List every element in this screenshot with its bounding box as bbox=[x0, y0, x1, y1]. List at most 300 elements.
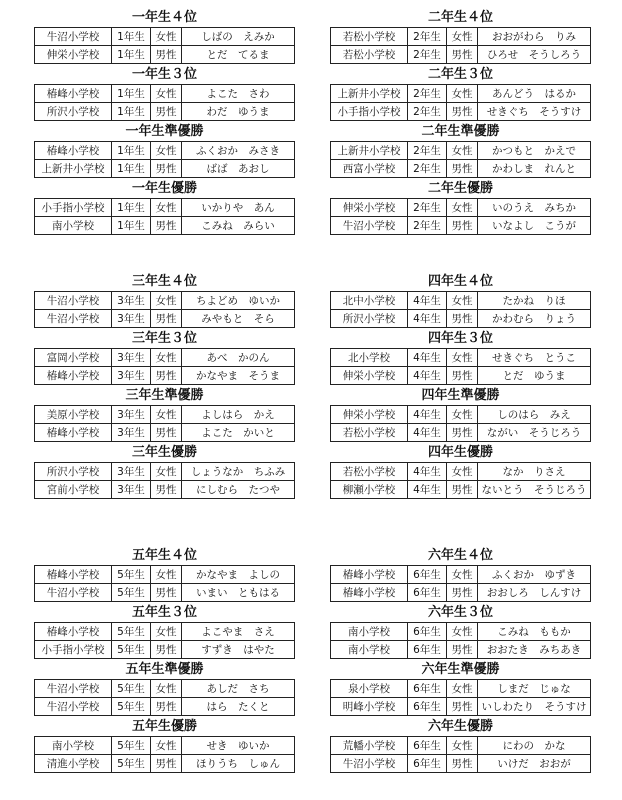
result-block bbox=[330, 717, 591, 773]
table-row bbox=[331, 310, 591, 328]
table-row bbox=[35, 85, 295, 103]
result-table bbox=[34, 462, 295, 499]
gender-cell: 男性 bbox=[447, 584, 478, 602]
block-title: 三年生優勝 bbox=[131, 445, 197, 460]
result-block bbox=[34, 8, 295, 64]
result-table bbox=[34, 565, 295, 602]
gender-cell: 女性 bbox=[151, 463, 182, 481]
school-cell: 牛沼小学校 bbox=[35, 28, 112, 46]
grade-cell: 4年生 bbox=[408, 292, 447, 310]
school-cell: 小手指小学校 bbox=[35, 199, 112, 217]
table-row bbox=[331, 406, 591, 424]
gender-cell: 男性 bbox=[447, 367, 478, 385]
grade-cell: 6年生 bbox=[408, 641, 447, 659]
gender-cell: 男性 bbox=[447, 46, 478, 64]
table-row bbox=[331, 481, 591, 499]
block-title: 二年生優勝 bbox=[427, 181, 493, 196]
grade-cell: 6年生 bbox=[408, 584, 447, 602]
block-title: 五年生優勝 bbox=[131, 719, 197, 734]
school-cell: 牛沼小学校 bbox=[35, 680, 112, 698]
result-table bbox=[330, 27, 591, 64]
school-cell: 西富小学校 bbox=[331, 160, 408, 178]
result-table bbox=[34, 84, 295, 121]
result-table bbox=[34, 291, 295, 328]
grade-cell: 6年生 bbox=[408, 737, 447, 755]
gender-cell: 男性 bbox=[151, 481, 182, 499]
table-row bbox=[331, 349, 591, 367]
grade-cell: 5年生 bbox=[112, 737, 151, 755]
gender-cell: 男性 bbox=[447, 160, 478, 178]
grade-cell: 4年生 bbox=[408, 463, 447, 481]
result-table bbox=[330, 291, 591, 328]
grade-cell: 1年生 bbox=[112, 142, 151, 160]
table-row bbox=[35, 463, 295, 481]
block-title: 四年生準優勝 bbox=[421, 388, 500, 403]
name-cell: しのはら みえ bbox=[478, 406, 591, 424]
result-block bbox=[34, 122, 295, 178]
name-cell: しょうなか ちふみ bbox=[182, 463, 295, 481]
gender-cell: 女性 bbox=[447, 737, 478, 755]
gender-cell: 女性 bbox=[151, 737, 182, 755]
school-cell: 若松小学校 bbox=[331, 424, 408, 442]
school-cell: 所沢小学校 bbox=[35, 463, 112, 481]
grade-cell: 2年生 bbox=[408, 160, 447, 178]
grade-cell: 2年生 bbox=[408, 28, 447, 46]
name-cell: ふくおか みさき bbox=[182, 142, 295, 160]
school-cell: 所沢小学校 bbox=[35, 103, 112, 121]
name-cell: せきぐち とうこ bbox=[478, 349, 591, 367]
grade-cell: 4年生 bbox=[408, 367, 447, 385]
gender-cell: 男性 bbox=[447, 103, 478, 121]
school-cell: 上新井小学校 bbox=[35, 160, 112, 178]
block-title: 四年生優勝 bbox=[427, 445, 493, 460]
gender-cell: 男性 bbox=[151, 641, 182, 659]
table-row bbox=[35, 424, 295, 442]
school-cell: 椿峰小学校 bbox=[35, 623, 112, 641]
name-cell: にわの かな bbox=[478, 737, 591, 755]
school-cell: 牛沼小学校 bbox=[35, 310, 112, 328]
name-cell: みやもと そら bbox=[182, 310, 295, 328]
table-row bbox=[331, 46, 591, 64]
gender-cell: 男性 bbox=[447, 481, 478, 499]
name-cell: とだ てるま bbox=[182, 46, 295, 64]
gender-cell: 女性 bbox=[151, 680, 182, 698]
name-cell: おおしろ しんすけ bbox=[478, 584, 591, 602]
grade-cell: 2年生 bbox=[408, 217, 447, 235]
gender-cell: 女性 bbox=[151, 142, 182, 160]
name-cell: ひろせ そうしろう bbox=[478, 46, 591, 64]
result-table bbox=[34, 622, 295, 659]
name-cell: たかね りほ bbox=[478, 292, 591, 310]
school-cell: 伸栄小学校 bbox=[35, 46, 112, 64]
name-cell: わだ ゆうま bbox=[182, 103, 295, 121]
school-cell: 牛沼小学校 bbox=[35, 584, 112, 602]
grade-cell: 1年生 bbox=[112, 85, 151, 103]
block-title: 六年生４位 bbox=[427, 548, 493, 563]
table-row bbox=[331, 463, 591, 481]
school-cell: 牛沼小学校 bbox=[35, 698, 112, 716]
school-cell: 南小学校 bbox=[331, 641, 408, 659]
name-cell: かわしま れんと bbox=[478, 160, 591, 178]
gender-cell: 女性 bbox=[151, 292, 182, 310]
table-row bbox=[35, 406, 295, 424]
table-row bbox=[331, 680, 591, 698]
school-cell: 上新井小学校 bbox=[331, 142, 408, 160]
school-cell: 椿峰小学校 bbox=[331, 566, 408, 584]
grade-cell: 1年生 bbox=[112, 217, 151, 235]
grade-cell: 5年生 bbox=[112, 680, 151, 698]
school-cell: 美原小学校 bbox=[35, 406, 112, 424]
gender-cell: 女性 bbox=[447, 199, 478, 217]
table-row bbox=[331, 28, 591, 46]
gender-cell: 男性 bbox=[447, 310, 478, 328]
table-row bbox=[35, 755, 295, 773]
grade-cell: 1年生 bbox=[112, 199, 151, 217]
gender-cell: 女性 bbox=[151, 623, 182, 641]
school-cell: 南小学校 bbox=[35, 737, 112, 755]
table-row bbox=[331, 641, 591, 659]
grade-cell: 4年生 bbox=[408, 310, 447, 328]
block-title: 五年生３位 bbox=[131, 605, 197, 620]
name-cell: しばの えみか bbox=[182, 28, 295, 46]
table-row bbox=[35, 28, 295, 46]
block-title: 四年生３位 bbox=[427, 331, 493, 346]
grade-cell: 4年生 bbox=[408, 424, 447, 442]
block-title: 一年生準優勝 bbox=[125, 124, 204, 139]
gender-cell: 男性 bbox=[151, 46, 182, 64]
result-block bbox=[330, 179, 591, 235]
grade-cell: 3年生 bbox=[112, 367, 151, 385]
result-block bbox=[34, 660, 295, 716]
grade-cell: 2年生 bbox=[408, 142, 447, 160]
gender-cell: 男性 bbox=[151, 755, 182, 773]
table-row bbox=[35, 292, 295, 310]
name-cell: ふくおか ゆずき bbox=[478, 566, 591, 584]
school-cell: 牛沼小学校 bbox=[331, 217, 408, 235]
grade-cell: 4年生 bbox=[408, 481, 447, 499]
table-row bbox=[35, 680, 295, 698]
result-table bbox=[34, 736, 295, 773]
grade-cell: 5年生 bbox=[112, 584, 151, 602]
name-cell: すずき はやた bbox=[182, 641, 295, 659]
table-row bbox=[35, 160, 295, 178]
name-cell: ないとう そうじろう bbox=[478, 481, 591, 499]
gender-cell: 女性 bbox=[447, 28, 478, 46]
gender-cell: 男性 bbox=[151, 103, 182, 121]
table-row bbox=[35, 698, 295, 716]
gender-cell: 女性 bbox=[447, 566, 478, 584]
grade-cell: 6年生 bbox=[408, 755, 447, 773]
result-block bbox=[330, 603, 591, 659]
table-row bbox=[331, 698, 591, 716]
school-cell: 泉小学校 bbox=[331, 680, 408, 698]
table-row bbox=[331, 367, 591, 385]
school-cell: 南小学校 bbox=[331, 623, 408, 641]
grade-cell: 3年生 bbox=[112, 310, 151, 328]
name-cell: あんどう はるか bbox=[478, 85, 591, 103]
result-table bbox=[330, 462, 591, 499]
gender-cell: 男性 bbox=[447, 698, 478, 716]
result-block bbox=[330, 329, 591, 385]
grade-cell: 2年生 bbox=[408, 46, 447, 64]
table-row bbox=[35, 367, 295, 385]
grade-cell: 5年生 bbox=[112, 566, 151, 584]
table-row bbox=[35, 481, 295, 499]
result-table bbox=[330, 679, 591, 716]
school-cell: 椿峰小学校 bbox=[35, 85, 112, 103]
table-row bbox=[331, 755, 591, 773]
school-cell: 小手指小学校 bbox=[331, 103, 408, 121]
result-block bbox=[34, 443, 295, 499]
grade-cell: 2年生 bbox=[408, 103, 447, 121]
table-row bbox=[331, 292, 591, 310]
gender-cell: 女性 bbox=[447, 463, 478, 481]
name-cell: しまだ じゅな bbox=[478, 680, 591, 698]
gender-cell: 女性 bbox=[151, 199, 182, 217]
block-title: 二年生３位 bbox=[427, 67, 493, 82]
gender-cell: 男性 bbox=[151, 217, 182, 235]
school-cell: 椿峰小学校 bbox=[35, 142, 112, 160]
name-cell: かなやま そうま bbox=[182, 367, 295, 385]
block-title: 五年生４位 bbox=[131, 548, 197, 563]
gender-cell: 女性 bbox=[447, 680, 478, 698]
result-block bbox=[34, 386, 295, 442]
block-title: 二年生４位 bbox=[427, 10, 493, 25]
table-row bbox=[35, 641, 295, 659]
gender-cell: 男性 bbox=[447, 217, 478, 235]
grade-cell: 3年生 bbox=[112, 292, 151, 310]
table-row bbox=[35, 142, 295, 160]
result-table bbox=[330, 622, 591, 659]
result-block bbox=[330, 272, 591, 328]
name-cell: ほりうち しゅん bbox=[182, 755, 295, 773]
grade-cell: 2年生 bbox=[408, 199, 447, 217]
school-cell: 上新井小学校 bbox=[331, 85, 408, 103]
result-table bbox=[34, 679, 295, 716]
school-cell: 小手指小学校 bbox=[35, 641, 112, 659]
table-row bbox=[331, 584, 591, 602]
result-table bbox=[330, 84, 591, 121]
grade-cell: 3年生 bbox=[112, 424, 151, 442]
result-block bbox=[330, 65, 591, 121]
school-cell: 椿峰小学校 bbox=[35, 566, 112, 584]
school-cell: 椿峰小学校 bbox=[35, 367, 112, 385]
result-block bbox=[34, 546, 295, 602]
grade-cell: 6年生 bbox=[408, 566, 447, 584]
table-row bbox=[35, 103, 295, 121]
gender-cell: 女性 bbox=[447, 85, 478, 103]
name-cell: なか りさえ bbox=[478, 463, 591, 481]
table-row bbox=[35, 46, 295, 64]
result-table bbox=[34, 27, 295, 64]
result-table bbox=[330, 405, 591, 442]
gender-cell: 女性 bbox=[447, 142, 478, 160]
school-cell: 椿峰小学校 bbox=[331, 584, 408, 602]
gender-cell: 女性 bbox=[447, 349, 478, 367]
gender-cell: 女性 bbox=[151, 85, 182, 103]
table-row bbox=[35, 310, 295, 328]
result-block bbox=[330, 546, 591, 602]
table-row bbox=[35, 623, 295, 641]
table-row bbox=[331, 160, 591, 178]
gender-cell: 男性 bbox=[447, 424, 478, 442]
grade-cell: 4年生 bbox=[408, 406, 447, 424]
school-cell: 富岡小学校 bbox=[35, 349, 112, 367]
grade-cell: 3年生 bbox=[112, 349, 151, 367]
table-row bbox=[331, 737, 591, 755]
grade-cell: 2年生 bbox=[408, 85, 447, 103]
result-block bbox=[34, 717, 295, 773]
grade-cell: 6年生 bbox=[408, 623, 447, 641]
grade-cell: 4年生 bbox=[408, 349, 447, 367]
gender-cell: 女性 bbox=[447, 292, 478, 310]
school-cell: 牛沼小学校 bbox=[331, 755, 408, 773]
gender-cell: 男性 bbox=[151, 698, 182, 716]
result-block bbox=[34, 179, 295, 235]
name-cell: かつもと かえで bbox=[478, 142, 591, 160]
table-row bbox=[331, 566, 591, 584]
grade-cell: 3年生 bbox=[112, 406, 151, 424]
result-block bbox=[34, 272, 295, 328]
result-table bbox=[330, 565, 591, 602]
grade-cell: 5年生 bbox=[112, 755, 151, 773]
table-row bbox=[331, 142, 591, 160]
name-cell: ばば あおし bbox=[182, 160, 295, 178]
grade-cell: 1年生 bbox=[112, 160, 151, 178]
table-row bbox=[331, 424, 591, 442]
gender-cell: 男性 bbox=[447, 755, 478, 773]
school-cell: 若松小学校 bbox=[331, 463, 408, 481]
block-title: 一年生４位 bbox=[131, 10, 197, 25]
grade-cell: 5年生 bbox=[112, 623, 151, 641]
block-title: 二年生準優勝 bbox=[421, 124, 500, 139]
block-title: 三年生準優勝 bbox=[125, 388, 204, 403]
grade-cell: 5年生 bbox=[112, 641, 151, 659]
school-cell: 伸栄小学校 bbox=[331, 367, 408, 385]
table-row bbox=[331, 623, 591, 641]
name-cell: おおたき みちあき bbox=[478, 641, 591, 659]
school-cell: 明峰小学校 bbox=[331, 698, 408, 716]
gender-cell: 女性 bbox=[151, 566, 182, 584]
block-title: 六年生３位 bbox=[427, 605, 493, 620]
school-cell: 南小学校 bbox=[35, 217, 112, 235]
result-block bbox=[330, 8, 591, 64]
name-cell: にしむら たつや bbox=[182, 481, 295, 499]
school-cell: 牛沼小学校 bbox=[35, 292, 112, 310]
name-cell: いしわたり そうすけ bbox=[478, 698, 591, 716]
result-table bbox=[34, 198, 295, 235]
block-title: 四年生４位 bbox=[427, 274, 493, 289]
gender-cell: 男性 bbox=[151, 160, 182, 178]
gender-cell: 女性 bbox=[447, 623, 478, 641]
block-title: 一年生３位 bbox=[131, 67, 197, 82]
school-cell: 若松小学校 bbox=[331, 46, 408, 64]
block-title: 一年生優勝 bbox=[131, 181, 197, 196]
name-cell: よこやま さえ bbox=[182, 623, 295, 641]
gender-cell: 女性 bbox=[151, 349, 182, 367]
gender-cell: 男性 bbox=[151, 310, 182, 328]
block-title: 六年生準優勝 bbox=[421, 662, 500, 677]
name-cell: いのうえ みちか bbox=[478, 199, 591, 217]
table-row bbox=[331, 217, 591, 235]
table-row bbox=[35, 217, 295, 235]
result-table bbox=[34, 141, 295, 178]
result-table bbox=[34, 405, 295, 442]
name-cell: せき ゆいか bbox=[182, 737, 295, 755]
result-block bbox=[34, 329, 295, 385]
gender-cell: 男性 bbox=[151, 367, 182, 385]
name-cell: ちよどめ ゆいか bbox=[182, 292, 295, 310]
school-cell: 宮前小学校 bbox=[35, 481, 112, 499]
gender-cell: 女性 bbox=[447, 406, 478, 424]
name-cell: いけだ おおが bbox=[478, 755, 591, 773]
grade-cell: 5年生 bbox=[112, 698, 151, 716]
name-cell: こみね みらい bbox=[182, 217, 295, 235]
grade-cell: 1年生 bbox=[112, 28, 151, 46]
grade-cell: 6年生 bbox=[408, 680, 447, 698]
result-table bbox=[34, 348, 295, 385]
table-row bbox=[35, 349, 295, 367]
result-block bbox=[330, 386, 591, 442]
school-cell: 所沢小学校 bbox=[331, 310, 408, 328]
name-cell: かわむら りょう bbox=[478, 310, 591, 328]
result-block bbox=[330, 660, 591, 716]
school-cell: 伸栄小学校 bbox=[331, 199, 408, 217]
result-block bbox=[34, 603, 295, 659]
name-cell: あべ かのん bbox=[182, 349, 295, 367]
gender-cell: 男性 bbox=[151, 424, 182, 442]
grade-cell: 3年生 bbox=[112, 481, 151, 499]
school-cell: 荒幡小学校 bbox=[331, 737, 408, 755]
name-cell: いまい ともはる bbox=[182, 584, 295, 602]
school-cell: 柳瀬小学校 bbox=[331, 481, 408, 499]
name-cell: はら たくと bbox=[182, 698, 295, 716]
school-cell: 椿峰小学校 bbox=[35, 424, 112, 442]
gender-cell: 女性 bbox=[151, 28, 182, 46]
table-row bbox=[331, 103, 591, 121]
name-cell: とだ ゆうま bbox=[478, 367, 591, 385]
result-block bbox=[330, 443, 591, 499]
gender-cell: 女性 bbox=[151, 406, 182, 424]
grade-cell: 6年生 bbox=[408, 698, 447, 716]
name-cell: よしはら かえ bbox=[182, 406, 295, 424]
school-cell: 清進小学校 bbox=[35, 755, 112, 773]
block-title: 三年生３位 bbox=[131, 331, 197, 346]
name-cell: せきぐち そうすけ bbox=[478, 103, 591, 121]
grade-cell: 3年生 bbox=[112, 463, 151, 481]
school-cell: 北小学校 bbox=[331, 349, 408, 367]
gender-cell: 男性 bbox=[447, 641, 478, 659]
table-row bbox=[35, 737, 295, 755]
grade-cell: 1年生 bbox=[112, 103, 151, 121]
block-title: 五年生準優勝 bbox=[125, 662, 204, 677]
name-cell: いなよし こうが bbox=[478, 217, 591, 235]
name-cell: ながい そうじろう bbox=[478, 424, 591, 442]
result-block bbox=[330, 122, 591, 178]
school-cell: 若松小学校 bbox=[331, 28, 408, 46]
name-cell: かなやま よしの bbox=[182, 566, 295, 584]
result-block bbox=[34, 65, 295, 121]
grade-cell: 1年生 bbox=[112, 46, 151, 64]
result-table bbox=[330, 736, 591, 773]
block-title: 三年生４位 bbox=[131, 274, 197, 289]
name-cell: こみね ももか bbox=[478, 623, 591, 641]
table-row bbox=[331, 85, 591, 103]
table-row bbox=[35, 199, 295, 217]
result-table bbox=[330, 348, 591, 385]
name-cell: よこた さわ bbox=[182, 85, 295, 103]
table-row bbox=[331, 199, 591, 217]
